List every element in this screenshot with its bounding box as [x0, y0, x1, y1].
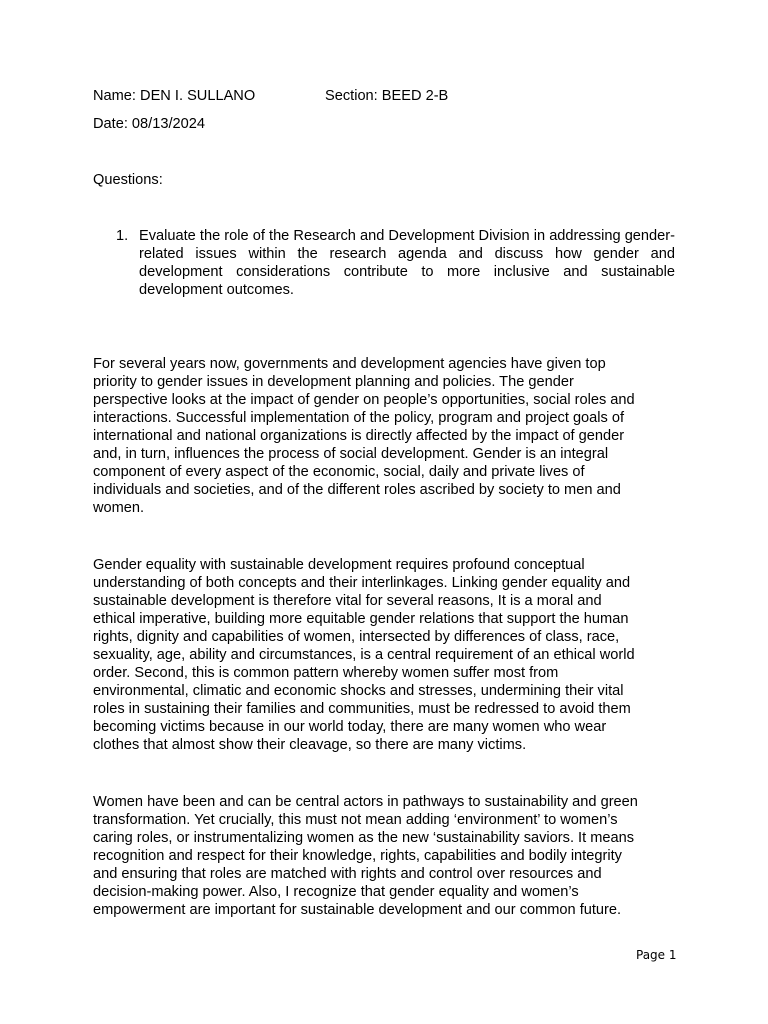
paragraph-line: perspective looks at the impact of gender on people’s opportunities, social roles and [93, 392, 635, 408]
paragraph-line: Women have been and can be central actors in pathways to sustainability and green [93, 794, 638, 810]
paragraph-line: component of every aspect of the economic, social, daily and private lives of [93, 464, 585, 480]
paragraph-line: sexuality, age, ability and circumstances, is a central requirement of an ethical world [93, 647, 635, 663]
questions-heading: Questions: [93, 172, 163, 188]
paragraph-line: decision-making power. Also, I recognize that gender equality and women’s [93, 884, 579, 900]
answer-paragraph-2 [93, 556, 683, 754]
submission-date: Date: 08/13/2024 [93, 116, 205, 132]
page-number: Page 1 [636, 948, 677, 962]
paragraph-line: caring roles, or instrumentalizing women as the new ‘sustainability saviors. It means [93, 830, 635, 846]
paragraph-line: clothes that almost show their cleavage, so there are many victims. [93, 737, 527, 753]
question-text: Evaluate the role of the Research and Development Division in addressing gender-related issues within the research agenda and discuss how gender and development considerations contribute to more inclusive and sustainable development outcomes. [139, 228, 675, 298]
paragraph-line: transformation. Yet crucially, this must not mean adding ‘environment’ to women’s [93, 812, 618, 828]
question-number: 1. [116, 228, 129, 244]
paragraph-line: and, in turn, influences the process of social development. Gender is an integral [93, 446, 609, 462]
paragraph-line: women. [93, 500, 145, 516]
paragraph-line: becoming victims because in our world today, there are many women who wear [93, 719, 607, 735]
answer-paragraph-1 [93, 355, 683, 517]
paragraph-line: understanding of both concepts and their interlinkages. Linking gender equality and [93, 575, 631, 591]
paragraph-line: empowerment are important for sustainable development and our common future. [93, 902, 622, 918]
student-info-line [93, 87, 449, 105]
paragraph-line: international and national organizations is directly affected by the impact of gender [93, 428, 625, 444]
question-item [93, 227, 675, 299]
paragraph-line: and ensuring that roles are matched with rights and control over resources and [93, 866, 602, 882]
paragraph-line: For several years now, governments and development agencies have given top [93, 356, 606, 372]
paragraph-line: rights, dignity and capabilities of women, intersected by differences of class, race, [93, 629, 620, 645]
paragraph-line: individuals and societies, and of the different roles ascribed by society to men and [93, 482, 621, 498]
paragraph-line: Gender equality with sustainable development requires profound conceptual [93, 557, 585, 573]
paragraph-line: roles in sustaining their families and communities, must be redressed to avoid them [93, 701, 631, 717]
paragraph-line: priority to gender issues in development planning and policies. The gender [93, 374, 574, 390]
paragraph-line: environmental, climatic and economic shocks and stresses, undermining their vital [93, 683, 624, 699]
student-name: Name: DEN I. SULLANO [93, 88, 256, 104]
paragraph-line: recognition and respect for their knowledge, rights, capabilities and bodily integrity [93, 848, 622, 864]
paragraph-line: sustainable development is therefore vital for several reasons, It is a moral and [93, 593, 602, 609]
paragraph-line: order. Second, this is common pattern whereby women suffer most from [93, 665, 559, 681]
student-section: Section: BEED 2-B [325, 88, 449, 104]
paragraph-line: interactions. Successful implementation of the policy, program and project goals of [93, 410, 625, 426]
answer-paragraph-3 [93, 793, 683, 919]
paragraph-line: ethical imperative, building more equitable gender relations that support the human [93, 611, 629, 627]
